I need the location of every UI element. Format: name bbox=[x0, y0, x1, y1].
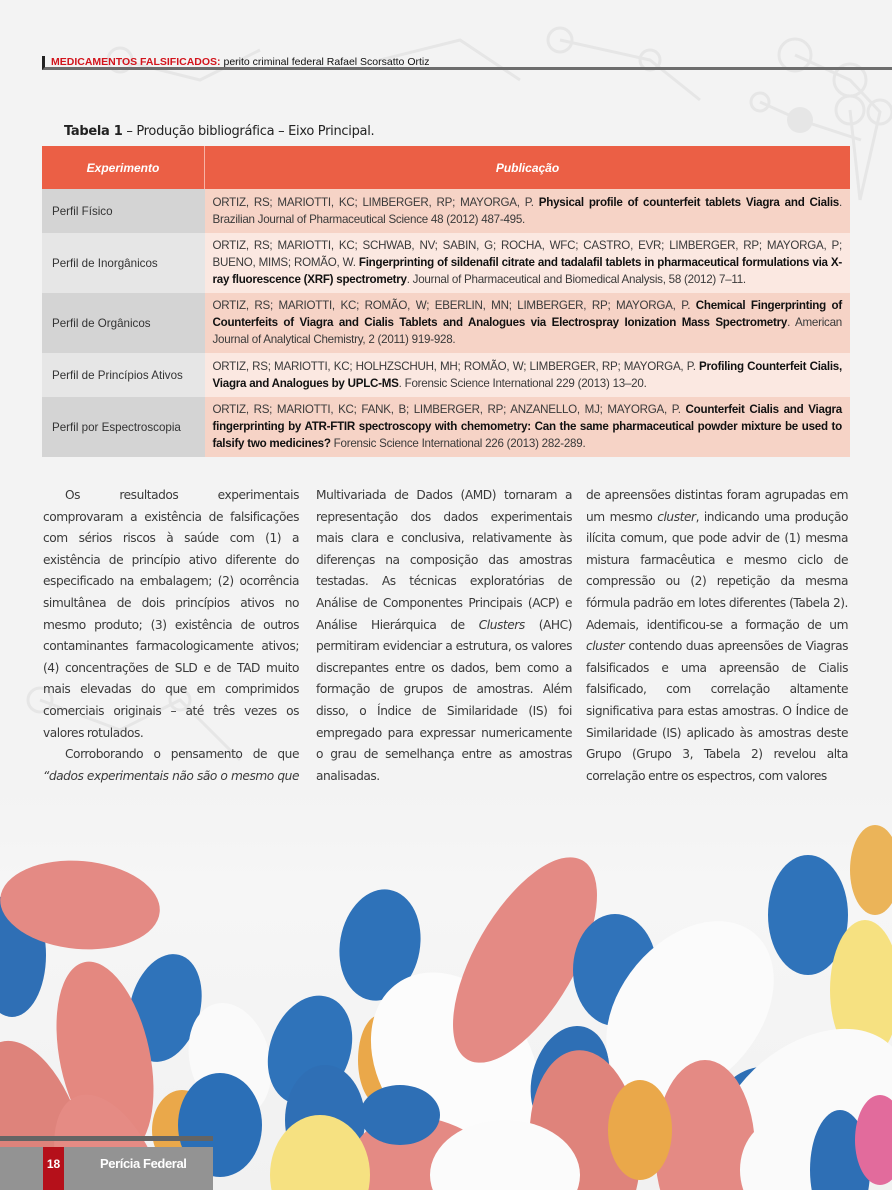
experiment-cell: Perfil de Princípios Ativos bbox=[42, 353, 205, 397]
pub-source: . Journal of Pharmaceutical and Biomedical Analysis, 58 (2012) 7–11. bbox=[406, 273, 746, 286]
table-caption-label: Tabela 1 bbox=[64, 124, 123, 139]
running-header bbox=[42, 56, 892, 70]
p2-mid: Multivariada de Dados (AMD) tornaram a representação dos dados experimentais mais clara e conclusiva, relativamente às diferenças na composição das amostras testadas. As técnicas exploratórias de Análise de Componentes Principais (ACP) e Análise Hierárquica de bbox=[316, 488, 572, 632]
experiment-cell: Perfil Físico bbox=[42, 189, 205, 233]
p3-end: contendo duas apreensões de Viagras falsificados e uma apreensão de Cialis falsificado, com correlação altamente significativa para estas amostras. O Índice de Similaridade (IS) aplicado às amostras deste Grupo (Grupo 3, Tabela 2) revelou alta correlação entre os espectros, com valores bbox=[586, 639, 848, 783]
pub-source: . Brazilian Journal of Pharmaceutical Science 48 (2012) 487-495. bbox=[212, 195, 842, 226]
pub-authors: ORTIZ, RS; MARIOTTI, KC; LIMBERGER, RP; MAYORGA, P. bbox=[212, 195, 539, 209]
magazine-name: Perícia Federal bbox=[100, 1156, 187, 1171]
pills-photo bbox=[0, 790, 892, 1190]
p2-quote: “dados experimentais não são o mesmo que bbox=[43, 768, 299, 783]
paragraph-1: Os resultados experimentais comprovaram a existência de falsificações com sérios riscos à saúde com (1) a existência de princípio ativo diferente do especificado na embalagem; (2) ocorrência simultânea de dois princípios ativos no mesmo produto; (3) existência de outros contaminantes farmacologicamente ativos; (4) concentrações de SLD e de TAD muito mais elevadas do que em comprimidos comerciais originais – até três vezes os valores rotulados. bbox=[43, 488, 299, 740]
pub-authors: ORTIZ, RS; MARIOTTI, KC; ROMÃO, W; EBERLIN, MN; LIMBERGER, RP; MAYORGA, P. bbox=[212, 299, 696, 312]
p3-cluster-2: cluster bbox=[586, 639, 625, 654]
column-header-publicacao: Publicação bbox=[205, 146, 851, 189]
p3-mid: , indicando uma produção ilícita comum, que pode advir de (1) mesma mistura farmacêutica e mesmo ciclo de compressão ou (2) repetição da mesma fórmula padrão em lotes diferentes (Tabela 2). Ademais, identificou-se a formação de um bbox=[586, 509, 849, 632]
pub-title: Profiling Counterfeit Cialis, Viagra and Analogues by UPLC-MS bbox=[212, 359, 842, 390]
p2-clusters: Clusters bbox=[478, 617, 525, 632]
table-caption-text: – Produção bibliográfica – Eixo Principal. bbox=[122, 124, 375, 139]
paragraph-2-cont bbox=[316, 485, 572, 787]
pub-source: . Forensic Science International 229 (2013) 13–20. bbox=[398, 376, 647, 390]
column-3 bbox=[586, 485, 848, 787]
experiment-cell: Perfil de Orgânicos bbox=[42, 293, 205, 353]
pub-source: Forensic Science International 226 (2013) 282-289. bbox=[330, 437, 586, 450]
table-row bbox=[42, 293, 850, 353]
experiment-cell: Perfil de Inorgânicos bbox=[42, 233, 205, 293]
table-row bbox=[42, 397, 850, 457]
article-body bbox=[43, 485, 851, 785]
column-2 bbox=[316, 485, 572, 809]
publication-cell bbox=[205, 353, 851, 397]
column-1 bbox=[43, 485, 299, 809]
p2-start: Corroborando o pensamento de que bbox=[65, 747, 299, 762]
author-line: perito criminal federal Rafael Scorsatto Ortiz bbox=[223, 56, 430, 68]
table-row bbox=[42, 353, 850, 397]
paragraph-3-cont bbox=[586, 485, 848, 787]
table-header-row bbox=[42, 146, 850, 189]
publication-cell bbox=[205, 293, 851, 353]
experiment-cell: Perfil por Espectroscopia bbox=[42, 397, 205, 457]
p2-end: (AHC) permitiram evidenciar a estrutura, os valores discrepantes entre os dados, bem como a formação de grupos de amostras. Além disso, o Índice de Similaridade (IS) foi empregado para expressar numericamente o grau de semelhança entre as amostras analisadas. bbox=[316, 617, 572, 783]
pub-title: Physical profile of counterfeit tablets Viagra and Cialis bbox=[538, 195, 839, 209]
p3-start-tail: de apreensões distintas foram agrupadas em um mesmo bbox=[586, 488, 848, 524]
column-header-experimento: Experimento bbox=[42, 146, 205, 189]
pub-authors: ORTIZ, RS; MARIOTTI, KC; SCHWAB, NV; SABIN, G; ROCHA, WFC; CASTRO, EVR; LIMBERGER, RP; MAYORGA, P; BUENO, MIMS; ROMÃO, W. bbox=[212, 239, 842, 269]
pub-title: Fingerprinting of sildenafil citrate and tadalafil tablets in pharmaceutical formulations via X-ray fluorescence (XRF) spectrometry bbox=[212, 256, 842, 286]
section-title: MEDICAMENTOS FALSIFICADOS: bbox=[51, 56, 221, 68]
pub-title: Chemical Fingerprinting of Counterfeits of Viagra and Cialis Tablets and Analogues via Electrospray Ionization Mass Spectrometry bbox=[212, 299, 842, 329]
publication-cell bbox=[205, 397, 851, 457]
publication-cell bbox=[205, 233, 851, 293]
page-number: 18 bbox=[43, 1147, 64, 1190]
table-row bbox=[42, 233, 850, 293]
table-row bbox=[42, 189, 850, 233]
table-caption bbox=[64, 124, 374, 139]
publication-cell bbox=[205, 189, 851, 233]
pub-authors: ORTIZ, RS; MARIOTTI, KC; HOLHZSCHUH, MH; ROMÃO, W; LIMBERGER, RP; MAYORGA, P. bbox=[212, 359, 700, 373]
pub-authors: ORTIZ, RS; MARIOTTI, KC; FANK, B; LIMBERGER, RP; ANZANELLO, MJ; MAYORGA, P. bbox=[212, 403, 686, 416]
page-footer bbox=[0, 1147, 213, 1190]
pub-source: . American Journal of Analytical Chemistry, 2 (2011) 919-928. bbox=[212, 316, 842, 346]
pub-title: Counterfeit Cialis and Viagra fingerprinting by ATR-FTIR spectroscopy with chemometry: Can the same pharmaceutical powder mixture be used to falsify two medicines? bbox=[212, 403, 842, 450]
footer-rule bbox=[0, 1136, 213, 1141]
bibliography-table bbox=[42, 146, 850, 457]
p3-cluster-1: cluster bbox=[657, 509, 696, 524]
